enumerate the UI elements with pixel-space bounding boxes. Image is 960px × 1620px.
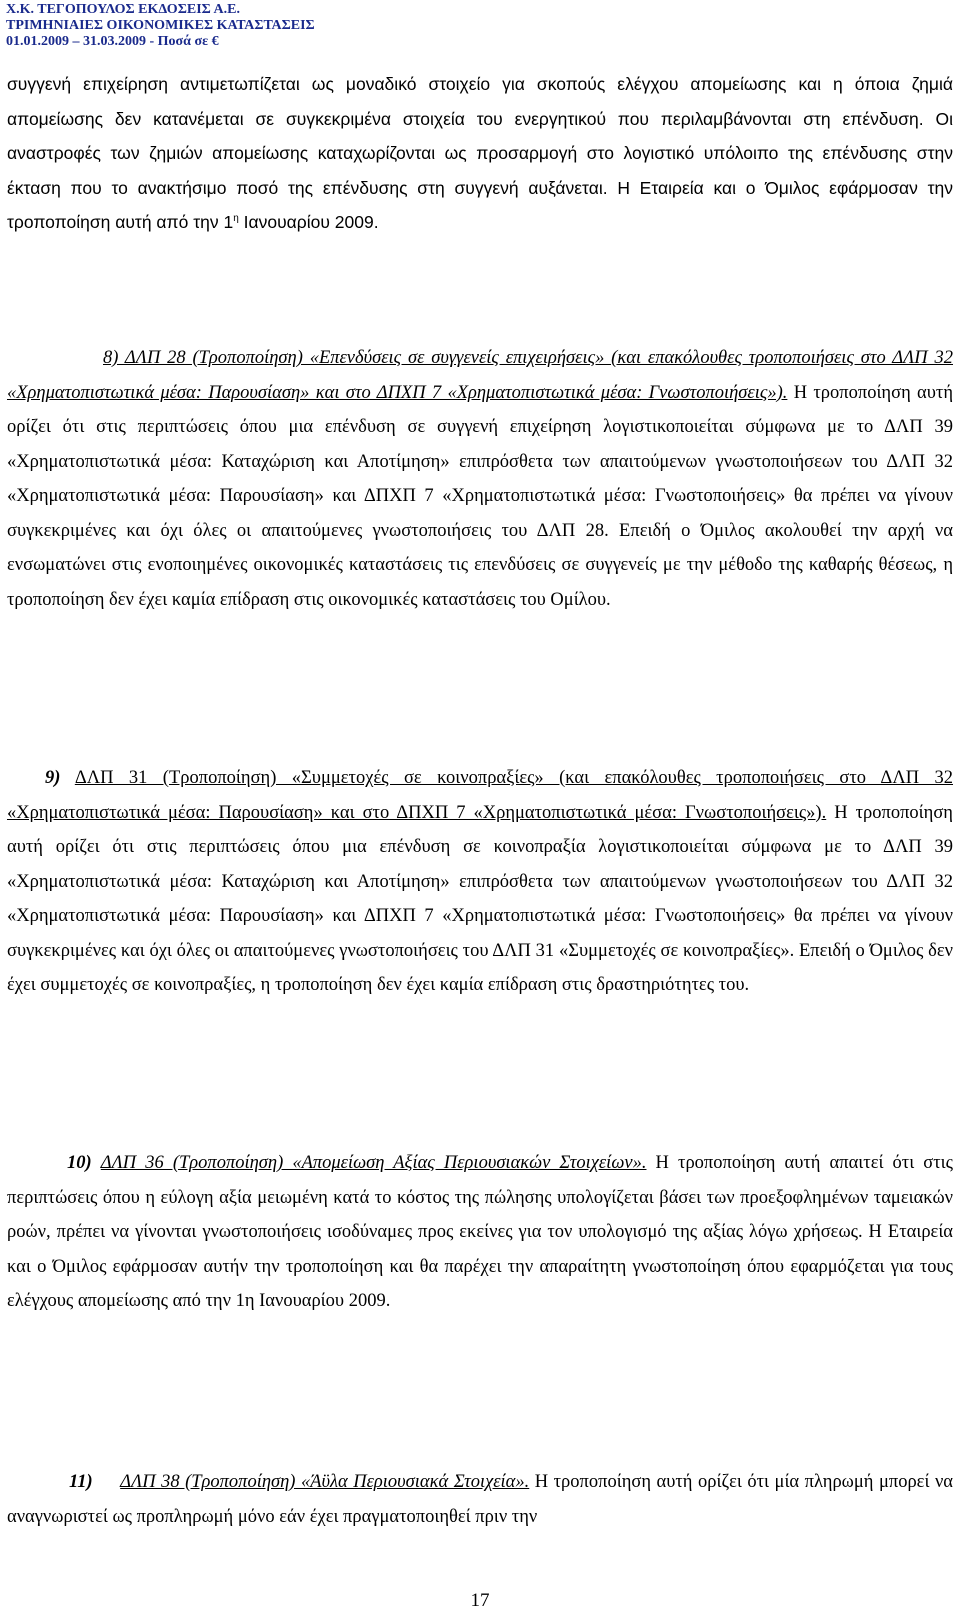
- page-number: 17: [470, 1590, 490, 1611]
- section-10-title: ΔΛΠ 36 (Τροποποίηση) «Απομείωση Αξίας Περιουσιακών Στοιχείων».: [100, 1153, 647, 1173]
- section-11-number: 11): [69, 1472, 93, 1492]
- paragraph-text-end: Ιανουαρίου 2009.: [238, 212, 379, 232]
- section-8-ias-28: [7, 341, 953, 617]
- section-8-body: Η τροποποίηση αυτή ορίζει ότι στις περιπτώσεις όπου μια επένδυση σε συγγενή επιχείρηση λογιστικοποιείται σύμφωνα με το ΔΛΠ 39 «Χρηματοπιστωτικά μέσα: Καταχώριση και Αποτίμηση» επιπρόσθετα των απαιτούμενων γνωστοποιήσεων του ΔΛΠ 32 «Χρηματοπιστωτικά μέσα: Παρουσίαση» και ΔΠΧΠ 7 «Χρηματοπιστωτικά μέσα: Γνωστοποιήσεις» θα πρέπει να γίνουν συγκεκριμένες και όχι όλες οι απαιτούμενες γνωστοποιήσεις του ΔΛΠ 28. Επειδή ο Όμιλος ακολουθεί την αρχή να ενσωματώνει στις ενοποιημένες οικονομικές καταστάσεις τις επενδύσεις σε συγγενείς με την μέθοδο της καθαρής θέσεως, η τροποποίηση δεν έχει καμία επίδραση στις οικονομικές καταστάσεις του Ομίλου.: [7, 382, 954, 610]
- report-period: 01.01.2009 – 31.03.2009 - Ποσά σε €: [6, 34, 219, 49]
- company-name: Χ.Κ. ΤΕΓΟΠΟΥΛΟΣ ΕΚΔΟΣΕΙΣ Α.Ε.: [6, 2, 240, 17]
- section-9-number: 9): [45, 768, 61, 788]
- section-9-title: ΔΛΠ 31 (Τροποποίηση) «Συμμετοχές σε κοινοπραξίες» (και επακόλουθες τροποποιήσεις στο ΔΛΠ 32 «Χρηματοπιστωτικά μέσα: Παρουσίαση» και στο ΔΠΧΠ 7 «Χρηματοπιστωτικά μέσα: Γνωστοποιήσεις»).: [7, 768, 953, 823]
- section-11-title: ΔΛΠ 38 (Τροποποίηση) «Άϋλα Περιουσιακά Στοιχεία».: [120, 1472, 530, 1492]
- section-10-ias-36: [7, 1146, 953, 1319]
- section-10-body: Η τροποποίηση αυτή απαιτεί ότι στις περιπτώσεις όπου η εύλογη αξία μειωμένη κατά το κόστος της πώλησης υπολογίζεται βάσει των προεξοφλημένων ταμειακών ροών, πρέπει να γίνονται γνωστοποιήσεις ισοδύναμες προς εκείνες για τον υπολογισμό της αξίας λόγω χρήσεως. Η Εταιρεία και ο Όμιλος εφάρμοσαν αυτήν την τροποποίηση και θα παρέχει την απαραίτητη γνωστοποίηση όπου εφαρμόζεται για τους ελέγχους απομείωσης από την 1η Ιανουαρίου 2009.: [7, 1153, 953, 1311]
- paragraph-text: συγγενή επιχείρηση αντιμετωπίζεται ως μοναδικό στοιχείο για σκοπούς ελέγχου απομείωσης και η όποια ζημιά απομείωσης δεν κατανέμεται σε συγκεκριμένα στοιχεία του ενεργητικού που περιλαμβάνονται στη επένδυση. Οι αναστροφές των ζημιών απομείωσης καταχωρίζονται ως προσαρμογή στο λογιστικό υπόλοιπο της επένδυσης στην έκταση που το ανακτήσιμο ποσό της επένδυσης στη συγγενή αυξάνεται. Η Εταιρεία και ο Όμιλος εφάρμοσαν την τροποποίηση αυτή από την 1: [7, 74, 953, 232]
- document-header: [6, 2, 315, 50]
- section-9-body: Η τροποποίηση αυτή ορίζει ότι στις περιπτώσεις όπου μια επένδυση σε κοινοπραξία λογιστικοποιείται σύμφωνα με το ΔΛΠ 39 «Χρηματοπιστωτικά μέσα: Καταχώριση και Αποτίμηση» επιπρόσθετα των απαιτούμενων γνωστοποιήσεων του ΔΛΠ 32 «Χρηματοπιστωτικά μέσα: Παρουσίαση» και ΔΠΧΠ 7 «Χρηματοπιστωτικά μέσα: Γνωστοποιήσεις» θα πρέπει να γίνουν συγκεκριμένες και όχι όλες οι απαιτούμενες γνωστοποιήσεις του ΔΛΠ 31 «Συμμετοχές σε κοινοπραξίες». Επειδή ο Όμιλος δεν έχει συμμετοχές σε κοινοπραξίες, η τροποποίηση δεν έχει καμία επίδραση στις δραστηριότητες του.: [7, 802, 953, 995]
- section-11-body: Η τροποποίηση αυτή ορίζει ότι μία πληρωμή μπορεί να αναγνωριστεί ως προπληρωμή μόνο εάν έχει πραγματοποιηθεί πριν την: [7, 1472, 953, 1527]
- section-9-ias-31: [7, 761, 953, 1003]
- paragraph-associate-impairment: [7, 67, 953, 240]
- section-11-ias-38: [7, 1465, 953, 1534]
- superscript: η: [233, 213, 239, 225]
- section-8-title: 8) ΔΛΠ 28 (Τροποποίηση) «Επενδύσεις σε συγγενείς επιχειρήσεις» (και επακόλουθες τροποποιήσεις στο ΔΛΠ 32 «Χρηματοπιστωτικά μέσα: Παρουσίαση» και στο ΔΠΧΠ 7 «Χρηματοπιστωτικά μέσα: Γνωστοποιήσεις»).: [7, 348, 953, 403]
- report-title: ΤΡΙΜΗΝΙΑΙΕΣ ΟΙΚΟΝΟΜΙΚΕΣ ΚΑΤΑΣΤΑΣΕΙΣ: [6, 18, 315, 33]
- section-10-number: 10): [67, 1153, 92, 1173]
